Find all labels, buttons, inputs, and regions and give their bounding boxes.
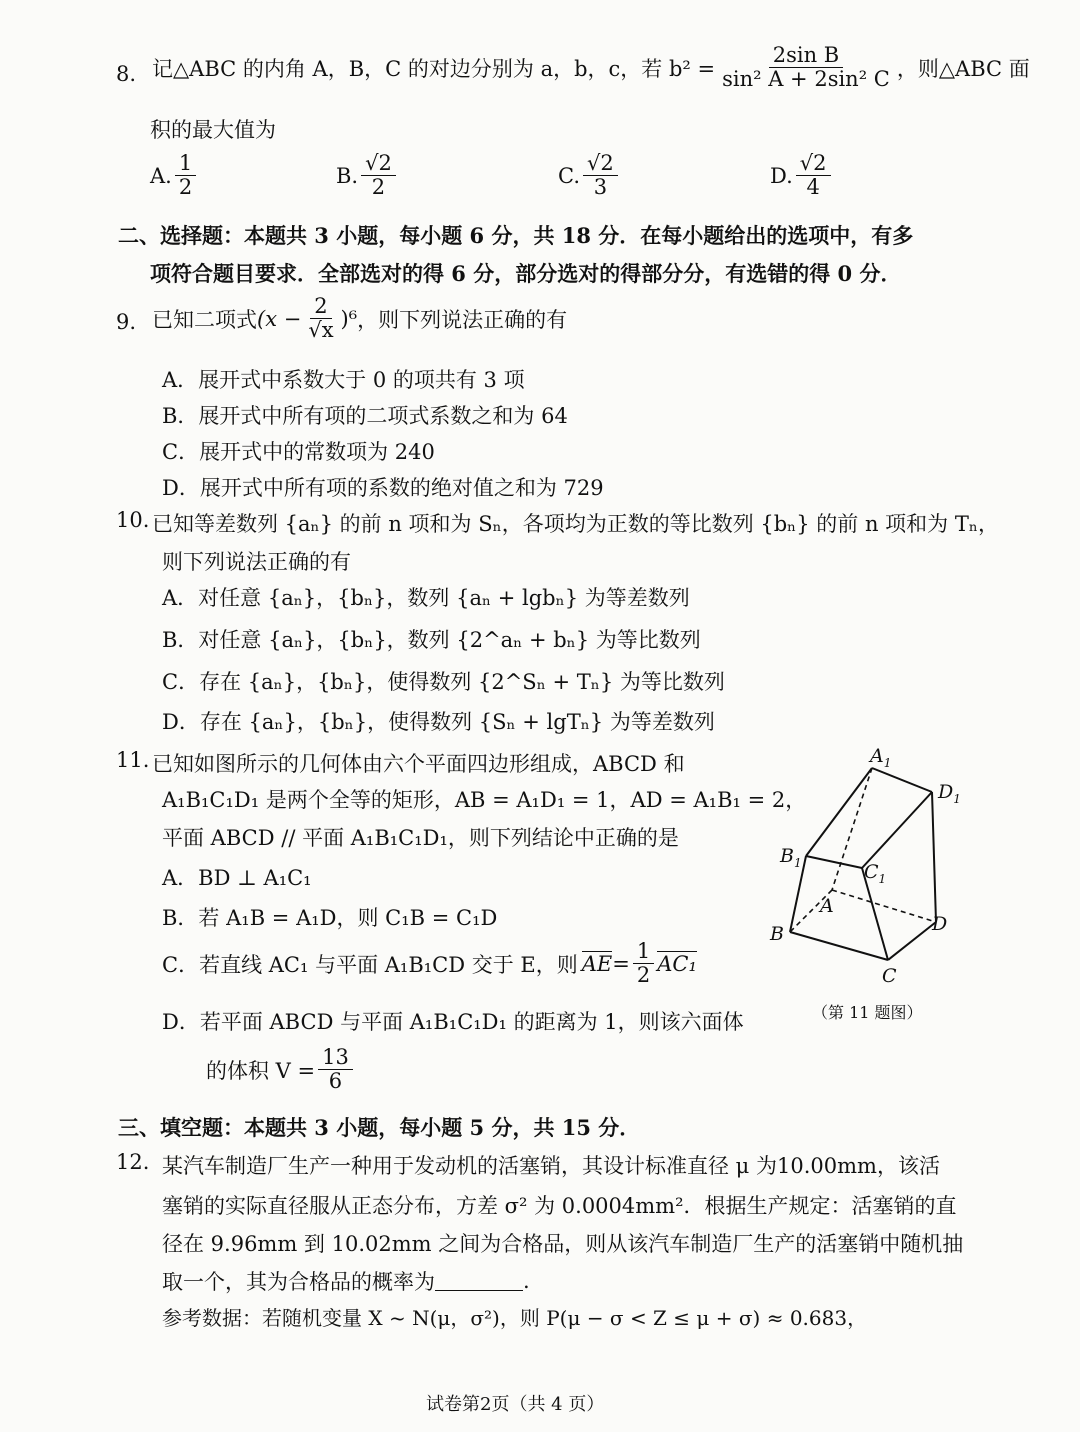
label-a1: $A_1$ bbox=[870, 745, 892, 770]
label-c: C bbox=[882, 965, 897, 987]
q8-option-num: √2 bbox=[796, 152, 831, 176]
q11-option-c-pre: C．若直线 AC₁ 与平面 A₁B₁CD 交于 E，则 bbox=[162, 952, 578, 977]
q8-fraction bbox=[718, 44, 894, 91]
q8-option-frac bbox=[175, 152, 196, 199]
section2-header-line1: 二、选择题：本题共 3 小题，每小题 6 分，共 18 分．在每小题给出的选项中，有多 bbox=[118, 223, 914, 248]
q11-option-d-pre: 的体积 V = bbox=[206, 1058, 316, 1083]
label-d1: $D_1$ bbox=[938, 781, 961, 806]
edge-a1-d1 bbox=[872, 768, 932, 792]
q9-expr-post: )⁶ bbox=[340, 306, 358, 331]
q8-option-den: 2 bbox=[371, 175, 386, 200]
page-footer: 试卷第2页（共 4 页） bbox=[426, 1394, 605, 1415]
edge-c-d bbox=[888, 922, 936, 960]
q12-answer-blank[interactable] bbox=[435, 1272, 523, 1291]
q8-stem-post: ，则△ABC 面 bbox=[896, 56, 1030, 81]
q8-option-frac bbox=[583, 152, 618, 199]
q9-stem-pre: 已知二项式 bbox=[152, 307, 257, 332]
q12-line4 bbox=[162, 1266, 530, 1296]
label-c1: $C_1$ bbox=[864, 861, 887, 886]
q11-number: 11. bbox=[116, 748, 150, 772]
q9-fraction bbox=[304, 295, 337, 342]
q11-option-d-den: 6 bbox=[328, 1069, 343, 1094]
q11-vector-ae: AE bbox=[581, 952, 613, 977]
q12-reference-data: 参考数据：若随机变量 X ~ N(μ，σ²)，则 P(μ − σ < Z ≤ μ + σ) ≈ 0.683， bbox=[162, 1306, 868, 1330]
q8-option-num: √2 bbox=[361, 152, 396, 176]
q8-option-label: A. bbox=[150, 163, 172, 188]
q8-option-label: B. bbox=[336, 163, 359, 188]
q11-figure-caption: （第 11 题图） bbox=[812, 1003, 923, 1022]
label-b1: $B_1$ bbox=[780, 845, 802, 870]
q9-stem-post: ，则下列说法正确的有 bbox=[357, 307, 568, 332]
label-d: D bbox=[932, 913, 948, 935]
q12-number: 12. bbox=[116, 1150, 150, 1174]
q8-option-num: √2 bbox=[583, 152, 618, 176]
q11-stem-line3: 平面 ABCD // 平面 A₁B₁C₁D₁，则下列结论中正确的是 bbox=[162, 826, 679, 850]
q11-option-c-num: 1 bbox=[633, 940, 654, 964]
q10-stem-line1: 已知等差数列 {aₙ} 的前 n 项和为 Sₙ，各项均为正数的等比数列 {bₙ} 的前 n 项和为 Tₙ， bbox=[152, 512, 999, 536]
q9-option-d: D．展开式中所有项的系数的绝对值之和为 729 bbox=[162, 476, 604, 500]
q8-frac-num: 2sin B bbox=[769, 44, 844, 68]
q9-option-b: B．展开式中所有项的二项式系数之和为 64 bbox=[162, 404, 568, 428]
edge-b-c bbox=[790, 932, 888, 960]
section3-header: 三、填空题：本题共 3 小题，每小题 5 分，共 15 分． bbox=[118, 1115, 641, 1140]
edge-a1-b1 bbox=[806, 768, 872, 856]
q8-option-a bbox=[150, 152, 199, 199]
q10-number: 10. bbox=[116, 508, 150, 532]
q8-option-frac bbox=[361, 152, 396, 199]
edge-b1-c1 bbox=[806, 856, 862, 868]
q10-option-c: C．存在 {aₙ}，{bₙ}，使得数列 {2^Sₙ + Tₙ} 为等比数列 bbox=[162, 670, 725, 694]
q8-number: 8. bbox=[116, 62, 137, 86]
q9-option-c: C．展开式中的常数项为 240 bbox=[162, 440, 435, 464]
q12-line3: 径在 9.96mm 到 10.02mm 之间为合格品，则从该汽车制造厂生产的活塞销中随机抽 bbox=[162, 1232, 964, 1256]
q8-stem-pre: 记△ABC 的内角 A，B，C 的对边分别为 a，b，c，若 b² = bbox=[152, 56, 716, 81]
edge-d1-d bbox=[932, 792, 936, 922]
q11-hexahedron-figure bbox=[760, 740, 980, 1000]
q8-option-frac bbox=[796, 152, 831, 199]
q11-option-c-eq: = bbox=[612, 951, 630, 976]
label-a: A bbox=[820, 895, 834, 917]
q12-line2: 塞销的实际直径服从正态分布，方差 σ² 为 0.0004mm²．根据生产规定：活塞销的直 bbox=[162, 1194, 957, 1218]
q11-stem-line1: 已知如图所示的几何体由六个平面四边形组成，ABCD 和 bbox=[152, 752, 685, 776]
label-b: B bbox=[770, 923, 784, 945]
q11-vector-ac1: AC₁ bbox=[657, 952, 697, 977]
q8-option-d bbox=[770, 152, 834, 199]
q8-option-b bbox=[336, 152, 399, 199]
q9-frac-den: √x bbox=[308, 318, 334, 343]
q8-option-label: C. bbox=[558, 163, 580, 188]
q9-expr-pre: (x − bbox=[257, 306, 302, 331]
q11-option-d-frac bbox=[318, 1046, 353, 1093]
q8-option-num: 1 bbox=[175, 152, 196, 176]
q8-option-den: 4 bbox=[806, 175, 820, 200]
q8-option-den: 3 bbox=[593, 175, 608, 200]
q10-option-b: B．对任意 {aₙ}，{bₙ}，数列 {2^aₙ + bₙ} 为等比数列 bbox=[162, 628, 701, 652]
q10-option-a: A．对任意 {aₙ}，{bₙ}，数列 {aₙ + lgbₙ} 为等差数列 bbox=[162, 586, 690, 610]
q8-stem-line2: 积的最大值为 bbox=[150, 118, 276, 142]
q11-option-a: A．BD ⊥ A₁C₁ bbox=[162, 866, 312, 890]
q11-stem-line2: A₁B₁C₁D₁ 是两个全等的矩形，AB = A₁D₁ = 1，AD = A₁B₁ = 2， bbox=[162, 788, 807, 812]
q9-stem bbox=[152, 295, 567, 342]
q12-line4-pre: 取一个，其为合格品的概率为 bbox=[162, 1270, 435, 1294]
q11-option-d-line2 bbox=[206, 1046, 356, 1093]
q9-number: 9. bbox=[116, 310, 137, 334]
q11-option-d-line1: D．若平面 ABCD 与平面 A₁B₁C₁D₁ 的距离为 1，则该六面体 bbox=[162, 1010, 744, 1034]
q8-option-den: 2 bbox=[178, 175, 193, 200]
q8-option-c bbox=[558, 152, 621, 199]
q11-option-b: B．若 A₁B = A₁D，则 C₁B = C₁D bbox=[162, 906, 498, 930]
q9-option-a: A．展开式中系数大于 0 的项共有 3 项 bbox=[162, 368, 525, 392]
q12-line4-post: . bbox=[523, 1269, 530, 1293]
q10-stem-line2: 则下列说法正确的有 bbox=[162, 550, 351, 574]
q8-frac-den: sin² A + 2sin² C bbox=[722, 67, 890, 92]
edge-a-d-hidden bbox=[832, 890, 936, 922]
q8-stem bbox=[152, 44, 1030, 91]
q11-option-c-frac bbox=[633, 940, 654, 987]
edge-c1-d1 bbox=[862, 792, 932, 868]
section2-header-line2: 项符合题目要求．全部选对的得 6 分，部分选对的得部分分，有选错的得 0 分． bbox=[150, 261, 902, 286]
q8-option-label: D. bbox=[770, 163, 793, 188]
q12-line1: 某汽车制造厂生产一种用于发动机的活塞销，其设计标准直径 μ 为10.00mm，该活 bbox=[162, 1154, 940, 1178]
q11-option-c-den: 2 bbox=[636, 963, 651, 988]
q9-frac-num: 2 bbox=[310, 295, 331, 319]
q11-option-d-num: 13 bbox=[318, 1046, 353, 1070]
q10-option-d: D．存在 {aₙ}，{bₙ}，使得数列 {Sₙ + lgTₙ} 为等差数列 bbox=[162, 710, 715, 734]
q11-option-c bbox=[162, 940, 697, 987]
